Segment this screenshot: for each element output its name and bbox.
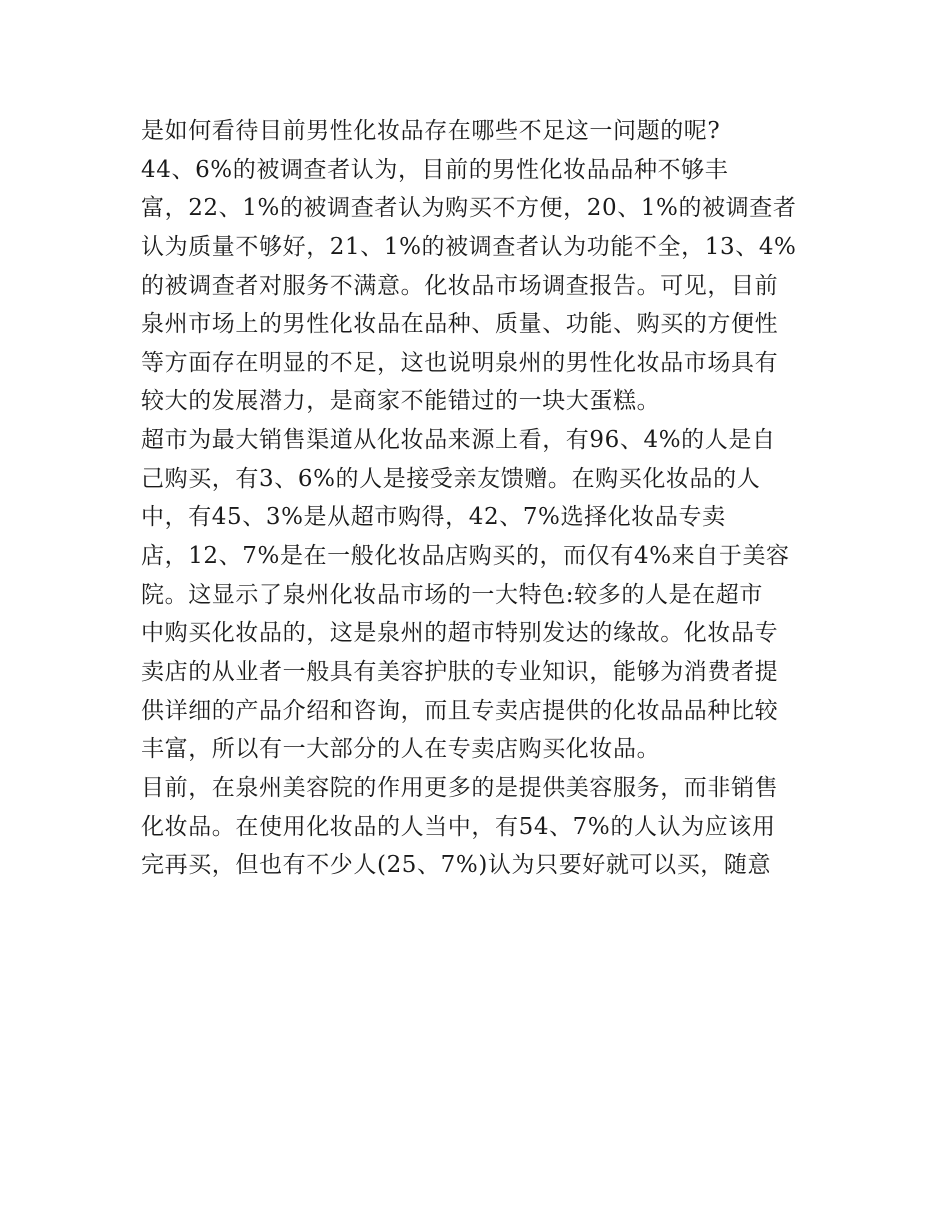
body-text xyxy=(141,112,821,885)
text-line: 院。这显示了泉州化妆品市场的一大特色:较多的人是在超市 xyxy=(141,581,763,608)
text-line: 目前，在泉州美容院的作用更多的是提供美容服务，而非销售 xyxy=(141,774,779,801)
text-line: 认为质量不够好，21、1%的被调查者认为功能不全，13、4% xyxy=(141,233,797,260)
text-line: 完再买，但也有不少人(25、7%)认为只要好就可以买，随意 xyxy=(141,852,772,879)
text-line: 的被调查者对服务不满意。化妆品市场调查报告。可见，目前 xyxy=(141,272,779,299)
text-line: 店，12、7%是在一般化妆品店购买的，而仅有4%来自于美容 xyxy=(141,543,790,570)
text-line: 泉州市场上的男性化妆品在品种、质量、功能、购买的方便性 xyxy=(141,311,779,338)
text-line: 中，有45、3%是从超市购得，42、7%选择化妆品专卖 xyxy=(141,504,726,531)
text-line: 卖店的从业者一般具有美容护肤的专业知识，能够为消费者提 xyxy=(141,658,779,685)
text-line: 富，22、1%的被调查者认为购买不方便，20、1%的被调查者 xyxy=(141,195,797,222)
text-line: 是如何看待目前男性化妆品存在哪些不足这一问题的呢? xyxy=(141,118,721,144)
text-line: 较大的发展潜力，是商家不能错过的一块大蛋糕。 xyxy=(141,388,661,415)
text-line: 44、6%的被调查者认为，目前的男性化妆品品种不够丰 xyxy=(141,156,729,183)
text-line: 丰富，所以有一大部分的人在专卖店购买化妆品。 xyxy=(141,736,661,763)
text-line: 等方面存在明显的不足，这也说明泉州的男性化妆品市场具有 xyxy=(141,349,779,376)
text-line: 化妆品。在使用化妆品的人当中，有54、7%的人认为应该用 xyxy=(141,813,776,840)
text-line: 中购买化妆品的，这是泉州的超市特别发达的缘故。化妆品专 xyxy=(141,620,779,647)
text-line: 供详细的产品介绍和咨询，而且专卖店提供的化妆品品种比较 xyxy=(141,697,779,724)
text-line: 己购买，有3、6%的人是接受亲友馈赠。在购买化妆品的人 xyxy=(141,465,761,492)
text-line: 超市为最大销售渠道从化妆品来源上看，有96、4%的人是自 xyxy=(141,427,776,454)
